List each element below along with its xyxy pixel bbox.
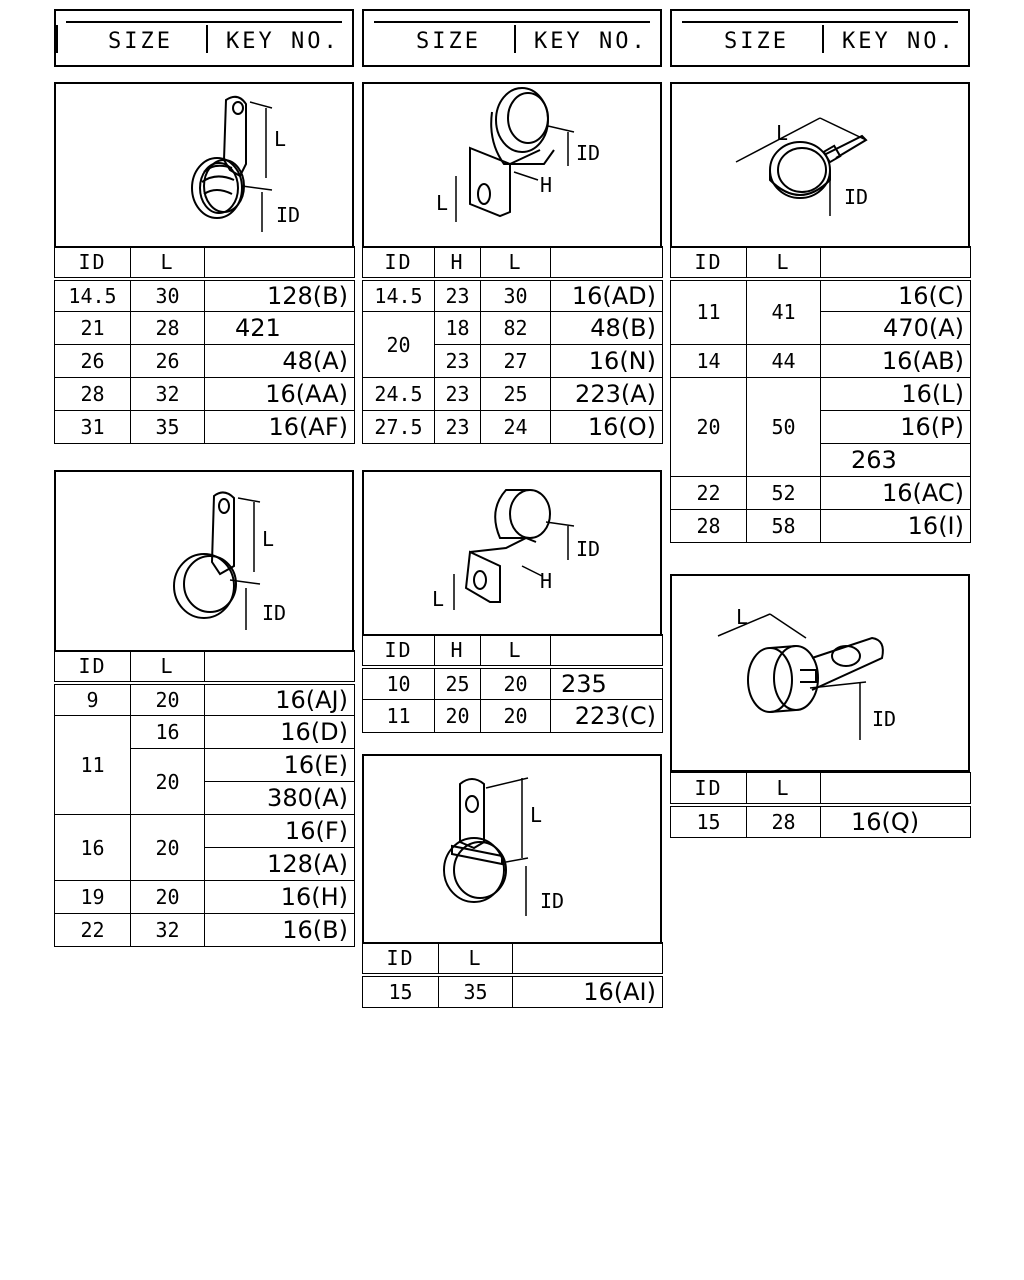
cell-key: 48(B)	[551, 312, 663, 345]
cell-l: 24	[481, 411, 551, 444]
table-row	[671, 477, 971, 510]
table-row	[55, 378, 355, 411]
clamp-figure-7	[670, 574, 970, 772]
table-row	[55, 279, 355, 312]
header-col-3	[670, 9, 970, 67]
table-row	[55, 345, 355, 378]
cell-l: 32	[131, 914, 205, 947]
cell-h: 18	[435, 312, 481, 345]
col-id: ID	[671, 773, 747, 805]
size-label: SIZE	[724, 29, 789, 54]
table-row	[55, 683, 355, 716]
cell-id: 28	[671, 510, 747, 543]
size-table-5	[362, 634, 663, 733]
cell-key: 16(I)	[821, 510, 971, 543]
col-id: ID	[55, 247, 131, 279]
cell-id: 24.5	[363, 378, 435, 411]
table-row	[363, 700, 663, 733]
cell-key: 16(AB)	[821, 345, 971, 378]
dim-label-l: L	[530, 803, 543, 827]
cell-key: 16(Q)	[821, 805, 971, 838]
table-row	[363, 667, 663, 700]
dim-label-l: L	[436, 191, 449, 215]
dim-label-id: ID	[540, 889, 565, 913]
cell-key: 16(E)	[205, 749, 355, 782]
cell-l: 44	[747, 345, 821, 378]
col-key	[551, 247, 663, 279]
cell-id: 15	[671, 805, 747, 838]
dim-label-l: L	[776, 121, 789, 145]
cell-l: 25	[481, 378, 551, 411]
col-h: H	[435, 247, 481, 279]
cell-l: 20	[131, 683, 205, 716]
cell-l: 20	[131, 881, 205, 914]
table-row	[671, 510, 971, 543]
cell-l: 30	[131, 279, 205, 312]
cell-key: 16(N)	[551, 345, 663, 378]
col-key	[551, 635, 663, 667]
dim-label-id: ID	[872, 707, 897, 731]
clamp-figure-5	[362, 470, 662, 636]
cell-l: 28	[131, 312, 205, 345]
col-l: L	[747, 773, 821, 805]
cell-key: 16(AF)	[205, 411, 355, 444]
cell-id: 22	[671, 477, 747, 510]
cell-key: 16(F)	[205, 815, 355, 848]
table-row	[363, 279, 663, 312]
col-l: L	[481, 247, 551, 279]
cell-key: 16(B)	[205, 914, 355, 947]
cell-key: 16(AC)	[821, 477, 971, 510]
table-row	[55, 881, 355, 914]
dim-label-id: ID	[262, 601, 287, 625]
cell-key: 16(C)	[821, 279, 971, 312]
table-row	[55, 411, 355, 444]
size-table-6	[362, 942, 663, 1008]
cell-id: 27.5	[363, 411, 435, 444]
clamp-figure-6	[362, 754, 662, 944]
dim-label-id: ID	[276, 203, 301, 227]
cell-l: 82	[481, 312, 551, 345]
table-row	[55, 716, 355, 749]
cell-id: 15	[363, 975, 439, 1008]
cell-l: 20	[481, 700, 551, 733]
cell-key: 16(L)	[821, 378, 971, 411]
header-col-1	[54, 9, 354, 67]
cell-l: 41	[747, 279, 821, 345]
dim-label-l: L	[262, 527, 275, 551]
table-row	[671, 345, 971, 378]
size-table-1	[54, 246, 355, 444]
cell-key: 223(A)	[551, 378, 663, 411]
cell-l: 20	[481, 667, 551, 700]
cell-h: 23	[435, 279, 481, 312]
col-l: L	[439, 943, 513, 975]
cell-key: 128(B)	[205, 279, 355, 312]
cell-h: 20	[435, 700, 481, 733]
size-table-2	[362, 246, 663, 444]
col-l: L	[131, 651, 205, 683]
size-label: SIZE	[416, 29, 481, 54]
cell-id: 31	[55, 411, 131, 444]
table-row	[55, 312, 355, 345]
table-header-row	[55, 651, 355, 683]
cell-l: 50	[747, 378, 821, 477]
col-l: L	[481, 635, 551, 667]
cell-l: 20	[131, 749, 205, 815]
dim-label-l: L	[736, 605, 749, 629]
cell-l: 52	[747, 477, 821, 510]
cell-key: 223(C)	[551, 700, 663, 733]
col-key	[205, 651, 355, 683]
col-key	[513, 943, 663, 975]
cell-id: 14	[671, 345, 747, 378]
cell-id: 16	[55, 815, 131, 881]
cell-l: 20	[131, 815, 205, 881]
table-row	[671, 378, 971, 411]
cell-key: 16(AJ)	[205, 683, 355, 716]
cell-id: 10	[363, 667, 435, 700]
cell-key: 48(A)	[205, 345, 355, 378]
table-row	[671, 279, 971, 312]
cell-id: 21	[55, 312, 131, 345]
cell-h: 23	[435, 345, 481, 378]
col-id: ID	[363, 635, 435, 667]
col-l: L	[131, 247, 205, 279]
col-key	[821, 247, 971, 279]
table-row	[363, 312, 663, 345]
clamp-figure-4	[54, 470, 354, 652]
key-no-label: KEY NO.	[842, 29, 956, 54]
cell-h: 25	[435, 667, 481, 700]
cell-key: 421	[205, 312, 355, 345]
col-id: ID	[363, 943, 439, 975]
cell-key: 235	[551, 667, 663, 700]
col-id: ID	[671, 247, 747, 279]
cell-key: 470(A)	[821, 312, 971, 345]
cell-id: 20	[363, 312, 435, 378]
table-header-row	[363, 943, 663, 975]
table-header-row	[363, 247, 663, 279]
cell-id: 11	[363, 700, 435, 733]
header-col-2	[362, 9, 662, 67]
cell-id: 14.5	[363, 279, 435, 312]
cell-key: 16(D)	[205, 716, 355, 749]
cell-id: 9	[55, 683, 131, 716]
clamp-figure-3	[670, 82, 970, 248]
key-no-label: KEY NO.	[226, 29, 340, 54]
dim-label-h: H	[540, 173, 553, 197]
table-row	[55, 815, 355, 848]
cell-l: 32	[131, 378, 205, 411]
table-header-row	[363, 635, 663, 667]
table-row	[363, 411, 663, 444]
cell-key: 16(H)	[205, 881, 355, 914]
key-no-label: KEY NO.	[534, 29, 648, 54]
col-key	[821, 773, 971, 805]
cell-id: 19	[55, 881, 131, 914]
cell-id: 11	[671, 279, 747, 345]
dim-label-l: L	[432, 587, 445, 611]
dim-label-l: L	[274, 127, 287, 151]
cell-key: 16(O)	[551, 411, 663, 444]
cell-key: 128(A)	[205, 848, 355, 881]
size-table-7	[670, 772, 971, 838]
table-header-row	[671, 773, 971, 805]
col-id: ID	[55, 651, 131, 683]
size-table-3	[670, 246, 971, 543]
cell-l: 30	[481, 279, 551, 312]
cell-id: 28	[55, 378, 131, 411]
table-header-row	[55, 247, 355, 279]
table-row	[363, 378, 663, 411]
clamp-figure-1	[54, 82, 354, 248]
table-row	[671, 805, 971, 838]
col-key	[205, 247, 355, 279]
dim-label-id: ID	[576, 537, 601, 561]
cell-l: 27	[481, 345, 551, 378]
col-h: H	[435, 635, 481, 667]
table-row	[55, 914, 355, 947]
size-label: SIZE	[108, 29, 173, 54]
size-table-4	[54, 650, 355, 947]
cell-id: 22	[55, 914, 131, 947]
cell-l: 28	[747, 805, 821, 838]
col-id: ID	[363, 247, 435, 279]
cell-id: 14.5	[55, 279, 131, 312]
cell-id: 20	[671, 378, 747, 477]
cell-h: 23	[435, 378, 481, 411]
cell-key: 16(AI)	[513, 975, 663, 1008]
table-row	[363, 975, 663, 1008]
cell-h: 23	[435, 411, 481, 444]
cell-key: 263	[821, 444, 971, 477]
cell-id: 11	[55, 716, 131, 815]
cell-l: 26	[131, 345, 205, 378]
dim-label-h: H	[540, 569, 553, 593]
cell-l: 16	[131, 716, 205, 749]
cell-l: 35	[131, 411, 205, 444]
clamp-figure-2	[362, 82, 662, 248]
cell-key: 380(A)	[205, 782, 355, 815]
dim-label-id: ID	[844, 185, 869, 209]
cell-l: 58	[747, 510, 821, 543]
cell-id: 26	[55, 345, 131, 378]
table-header-row	[671, 247, 971, 279]
cell-key: 16(AA)	[205, 378, 355, 411]
cell-key: 16(AD)	[551, 279, 663, 312]
col-l: L	[747, 247, 821, 279]
cell-l: 35	[439, 975, 513, 1008]
dim-label-id: ID	[576, 141, 601, 165]
cell-key: 16(P)	[821, 411, 971, 444]
